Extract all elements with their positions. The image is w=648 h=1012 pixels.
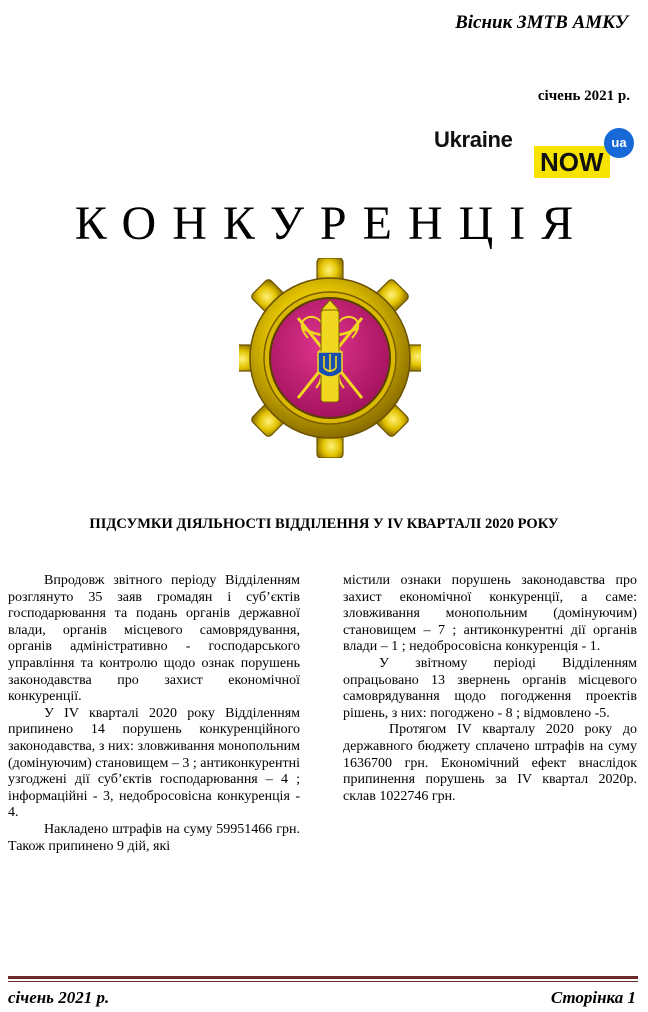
publication-name: Вісник ЗМТВ АМКУ (455, 12, 628, 33)
page-number: Сторінка 1 (550, 988, 636, 1007)
footer-divider (8, 976, 638, 979)
paragraph: містили ознаки порушень законодавства про захист економічної конкуренції, а саме: зловживання монопольним (домінуючим) становищем – 7 ; антиконкурентні дії органів влади – 1 ; недобросовісна конкуренція - 1. (343, 573, 637, 655)
page-title: КОНКУРЕНЦІЯ (74, 197, 590, 250)
amcu-emblem-icon (239, 258, 421, 458)
section-heading: ПІДСУМКИ ДІЯЛЬНОСТІ ВІДДІЛЕННЯ У IV КВАРТАЛІ 2020 РОКУ (89, 516, 559, 532)
logo-word-now: NOW (534, 146, 610, 178)
paragraph: У IV кварталі 2020 року Відділенням припинено 14 порушень конкуренційного законодавства, з них: зловживання монопольним (домінуючим) становищем – 3 ; антиконкурентні узгоджені дії суб’єктів господарювання – 4 ; інформаційні - 3, недобросовісна конкуренція - 4. (8, 705, 301, 821)
logo-word-ukraine: Ukraine (434, 127, 513, 152)
text-column-left (8, 573, 300, 855)
logo-ua-badge: ua (604, 128, 634, 158)
footer-date: січень 2021 р. (8, 988, 110, 1007)
paragraph: Накладено штрафів на суму 59951466 грн. Також припинено 9 дій, які (8, 821, 300, 854)
paragraph: Протягом IV кварталу 2020 року до державного бюджету сплачено штрафів на суму 1636700 грн. Економічний ефект внаслідок припинення порушень за IV квартал 2020р. склав 1022746 грн. (343, 722, 637, 804)
ukraine-now-logo (432, 120, 632, 182)
issue-date: січень 2021 р. (537, 88, 630, 104)
footer-divider-thin (8, 981, 638, 982)
paragraph: У звітному періоді Відділенням опрацьовано 13 звернень органів місцевого самоврядування щодо погодження проектів рішень, з них: погоджено - 8 ; відмовлено -5. (343, 655, 637, 721)
text-column-right (343, 573, 637, 805)
paragraph: Впродовж звітного періоду Відділенням розглянуто 35 заяв громадян і суб’єктів господарювання та подань органів державної влади, органів місцевого самоврядування, органів адміністративно - господарського управління та контролю щодо ознак порушень законодавства про захист економічної конкуренції. (8, 573, 300, 705)
